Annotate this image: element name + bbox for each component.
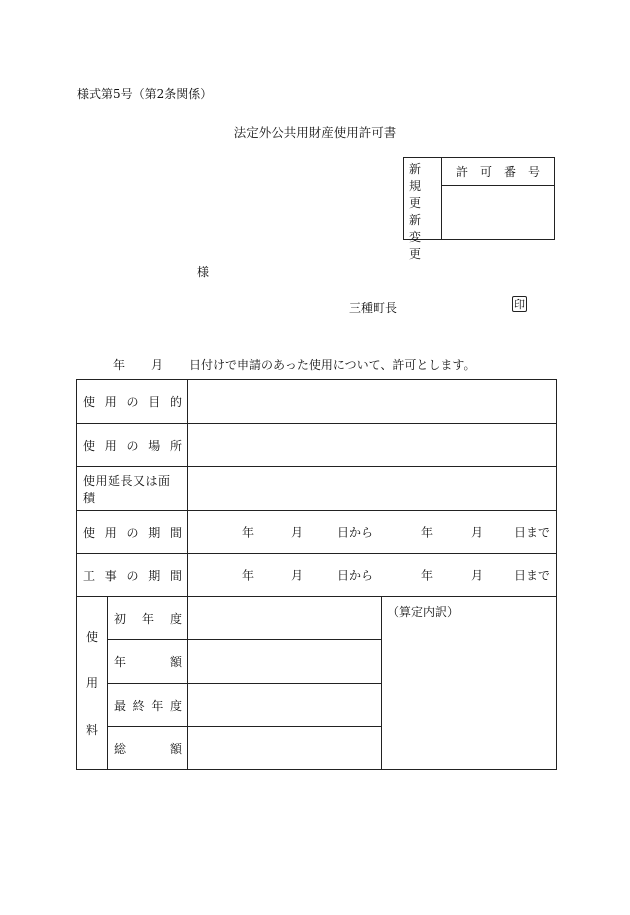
calculation-breakdown bbox=[381, 597, 556, 769]
permit-type-change: 変更 bbox=[409, 230, 427, 261]
permit-type-column bbox=[404, 158, 442, 261]
row-construction-period-label: 工 事 の 期 間 bbox=[77, 554, 188, 596]
row-location bbox=[77, 424, 556, 467]
permit-statement bbox=[113, 356, 475, 373]
statement-year: 年 bbox=[113, 358, 126, 372]
fee-final-year-label: 最 終 年 度 bbox=[108, 684, 188, 726]
seal-mark: 印 bbox=[514, 298, 525, 311]
document-title: 法定外公共用財産使用許可書 bbox=[233, 125, 397, 140]
row-purpose-label: 使 用 の 目 的 bbox=[77, 380, 188, 423]
fee-row-first-year bbox=[108, 597, 381, 640]
row-location-label: 使 用 の 場 所 bbox=[77, 424, 188, 466]
calculation-breakdown-label: （算定内訳） bbox=[387, 605, 460, 619]
permit-type-new: 新規 bbox=[409, 162, 427, 193]
fee-first-year-label: 初 年 度 bbox=[108, 597, 188, 639]
fee-row-total bbox=[108, 727, 381, 769]
use-period-dates: 年 月 日から 年 月 日まで bbox=[242, 525, 551, 540]
row-use-period bbox=[77, 511, 556, 554]
fee-row-final-year bbox=[108, 684, 381, 727]
row-length-area-label: 使用延長又は面積 bbox=[77, 467, 188, 510]
fee-row-annual bbox=[108, 640, 381, 684]
statement-text: 日付けで申請のあった使用について、許可とします。 bbox=[189, 358, 476, 372]
permit-details-table bbox=[76, 379, 557, 770]
permit-type-renewal: 更新 bbox=[409, 196, 427, 227]
issuer-name: 三種町長 bbox=[349, 301, 398, 315]
permit-number-box bbox=[403, 157, 555, 261]
row-use-period-label: 使 用 の 期 間 bbox=[77, 511, 188, 553]
addressee-suffix: 様 bbox=[197, 265, 210, 279]
fee-total-label: 総 額 bbox=[108, 727, 188, 769]
construction-period-dates: 年 月 日から 年 月 日まで bbox=[242, 568, 551, 583]
statement-month: 月 bbox=[151, 358, 164, 372]
permit-number-field[interactable] bbox=[442, 186, 554, 239]
form-number: 様式第5号（第2条関係） bbox=[77, 87, 213, 101]
row-purpose bbox=[77, 380, 556, 424]
fee-annual-label: 年 額 bbox=[108, 640, 188, 683]
row-length-area bbox=[77, 467, 556, 511]
permit-number-header: 許可番号 bbox=[442, 158, 554, 186]
row-construction-period bbox=[77, 554, 556, 597]
fee-vertical-label: 使 用 料 bbox=[77, 597, 108, 769]
